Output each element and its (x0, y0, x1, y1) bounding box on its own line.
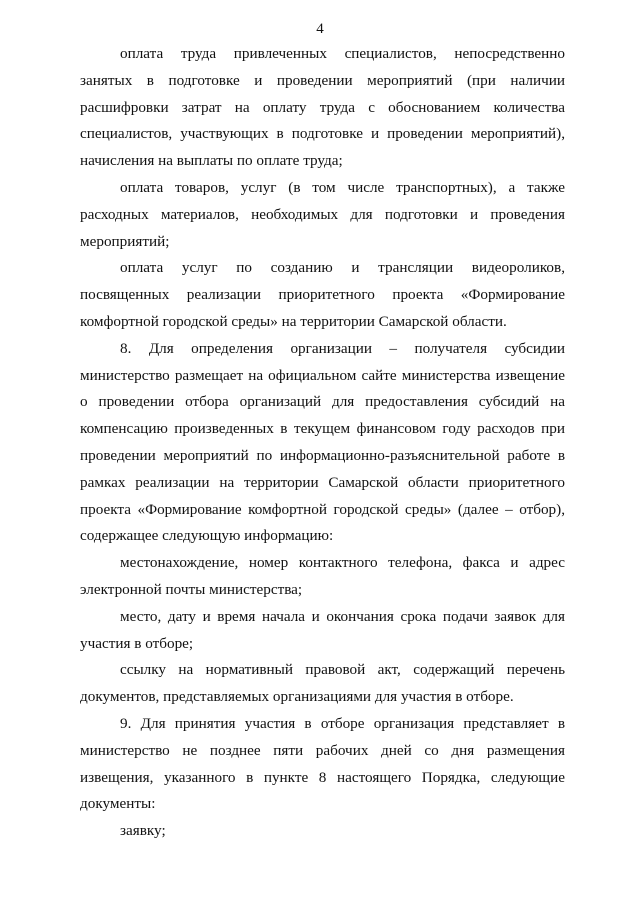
paragraph-labor-costs: оплата труда привлеченных специалистов, непосредственно занятых в подготовке и проведении мероприятий (при наличии расшифровки затрат на оплату труда с обоснованием количества специалистов, участвующих в подготовке и проведении мероприятий), начисления на выплаты по оплате труда; (80, 45, 565, 170)
document-body (80, 41, 565, 845)
page-number: 4 (316, 21, 324, 37)
paragraph-goods-services: оплата товаров, услуг (в том числе транспортных), а также расходных материалов, необходимых для подготовки и проведения мероприятий; (80, 178, 565, 250)
paragraph-location-contacts: местонахождение, номер контактного телефона, факса и адрес электронной почты министерства; (80, 554, 565, 598)
paragraph-video-services: оплата услуг по созданию и трансляции видеороликов, посвященных реализации приоритетного проекта «Формирование комфортной городской среды» на территории Самарской области. (80, 259, 565, 330)
paragraph-legal-act-link: ссылку на нормативный правовой акт, содержащий перечень документов, представляемых организациями для участия в отборе. (80, 661, 565, 706)
paragraph-clause-9: 9. Для принятия участия в отборе организация представляет в министерство не позднее пяти рабочих дней со дня размещения извещения, указанного в пункте 8 настоящего Порядка, следующие документы: (80, 714, 565, 813)
paragraph-application-dates: место, дату и время начала и окончания срока подачи заявок для участия в отборе; (80, 607, 565, 652)
paragraph-application: заявку; (120, 822, 166, 840)
paragraph-clause-8: 8. Для определения организации – получателя субсидии министерство размещает на официальном сайте министерства извещение о проведении отбора организаций для предоставления субсидий на компенсацию произведенных в текущем финансовом году расходов при проведении мероприятий по информационно-разъяснительной работе в рамках реализации на территории Самарской области приоритетного проекта «Формирование комфортной городской среды» (далее – отбор), содержащее следующую информацию: (80, 339, 565, 545)
